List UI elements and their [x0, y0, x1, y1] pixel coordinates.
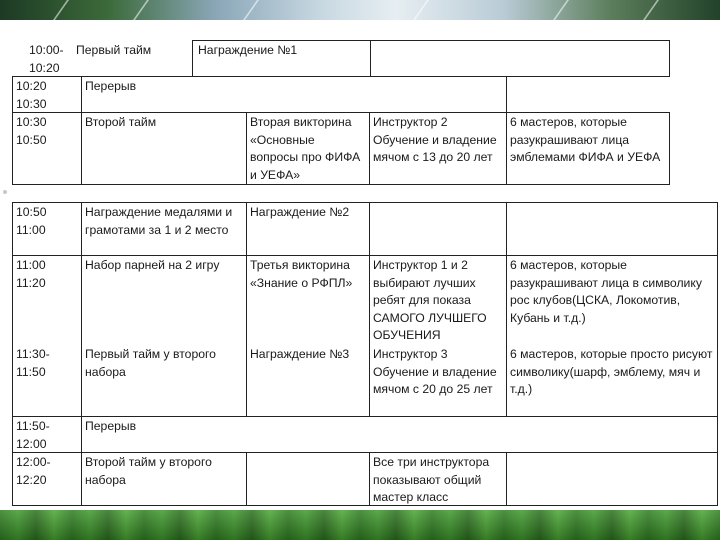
row-masters: 6 мастеров, которые просто рисуют символику(шарф, эмблему, мяч и т.д.): [510, 347, 713, 396]
row-time: 10:50 11:00: [16, 205, 47, 237]
row-instructor: Инструктор 3 Обучение и владение мячом с 20 до 25 лет: [373, 347, 497, 396]
top-award: Награждение №1: [198, 43, 298, 57]
row-instructor: Все три инструктора показывают общий мастер класс: [373, 455, 490, 504]
row-activity: Перерыв: [85, 419, 137, 433]
top-activity: Первый тайм: [76, 43, 152, 57]
row-time: 10:20 10:30: [16, 79, 47, 111]
top-time: 10:00- 10:20: [29, 43, 64, 75]
row-activity: Второй тайм у второго набора: [85, 455, 212, 487]
row-award: Награждение №3: [250, 347, 350, 361]
bullet-dot: [3, 190, 7, 194]
row-time: 11:50- 12:00: [16, 419, 50, 451]
stadium-header-image: [0, 0, 720, 20]
row-instructor: Инструктор 1 и 2 выбирают лучших ребят для показа САМОГО ЛУЧШЕГО ОБУЧЕНИЯ: [373, 258, 487, 342]
row-activity: Первый тайм у второго набора: [85, 347, 216, 379]
row-time: 10:30 10:50: [16, 115, 47, 147]
grass-footer-image: [0, 510, 720, 540]
row-masters: 6 мастеров, которые разукрашивают лица в символику рос клубов(ЦСКА, Локомотив, Кубань и т.д.): [510, 258, 702, 325]
row-time: 11:00 11:20: [16, 258, 46, 290]
row-quiz: Третья викторина «Знание о РФПЛ»: [250, 258, 353, 290]
row-masters: 6 мастеров, которые разукрашивают лица эмблемами ФИФА и УЕФА: [510, 115, 661, 164]
row-time: 11:30- 11:50: [16, 347, 50, 379]
row-instructor: Инструктор 2 Обучение и владение мячом с 13 до 20 лет: [373, 115, 497, 164]
row-activity: Перерыв: [85, 79, 137, 93]
row-award: Награждение №2: [250, 205, 350, 219]
row-quiz: Вторая викторина «Основные вопросы про ФИФА и УЕФА»: [250, 115, 361, 182]
row-activity: Набор парней на 2 игру: [85, 258, 220, 272]
row-activity: Награждение медалями и грамотами за 1 и 2 место: [85, 205, 233, 237]
row-activity: Второй тайм: [85, 115, 157, 129]
row-time: 12:00- 12:20: [16, 455, 51, 487]
